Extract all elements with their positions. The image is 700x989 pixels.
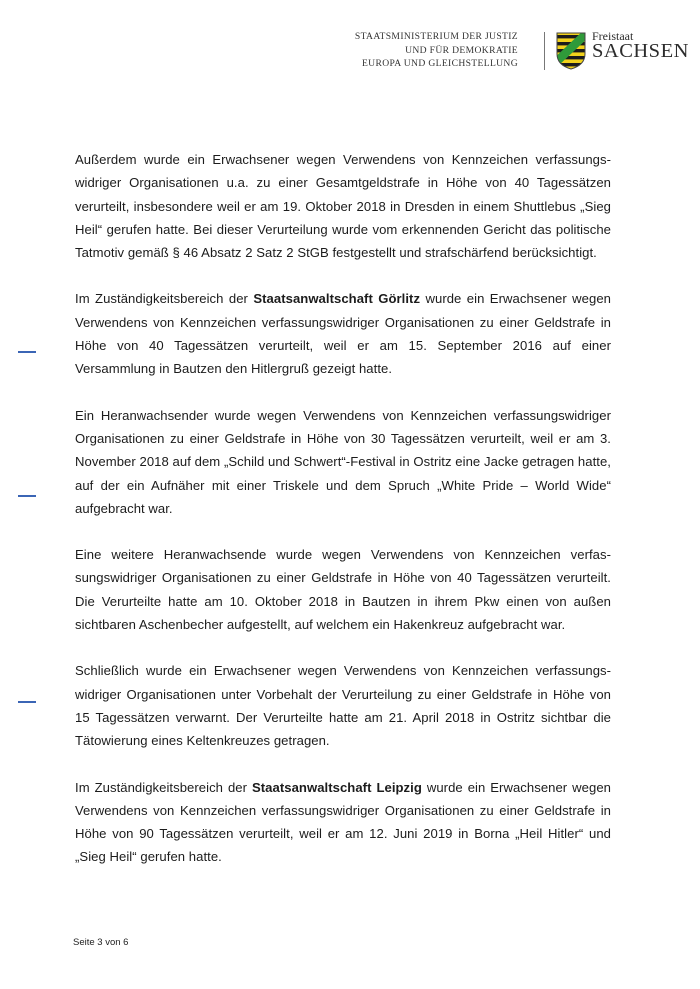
margin-mark [18,495,36,497]
saxony-coat-of-arms-icon [556,32,586,70]
ministry-line-3: EUROPA UND GLEICHSTELLUNG [361,58,518,70]
margin-mark [18,351,36,353]
paragraph-ostritz-festival: Ein Heranwachsender wurde wegen Verwendens von Kennzeichen verfassungswidriger Organisationen zu einer Geldstrafe in Höhe von 30 Tagessätzen verurteilt, weil er am 3. November 2018 auf dem „Schild und Schwert“-Festival in Ostritz eine Jacke getragen hatte, auf der ein Aufnäher mit einer Triskele und dem Spruch „White Pride – World Wide“ aufgebracht war. [75,407,611,516]
document-body [75,148,611,892]
page-number: Seite 3 von 6 [73,937,129,948]
ministry-name [355,30,518,71]
logo-freistaat: Freistaat [592,29,634,43]
ministry-line-1: STAATSMINISTERIUM DER JUSTIZ [354,31,518,42]
paragraph-goerlitz [75,287,611,380]
margin-mark [18,701,36,703]
paragraph-text: wurde ein Erwachsener wegen Verwendens von Kennzeichen verfassungswidriger Organisationen zu einer Geldstrafe in Höhe von 90 Tagessätzen verurteilt, weil er am 12. Juni 2019 in Borna „Heil Hitler“ und „Sieg Heil“ gerufen hatte. [75,779,611,865]
paragraph-text: wurde ein Erwachsener wegen Verwendens von Kennzeichen verfassungswidriger Organisationen zu einer Geldstrafe in Höhe von 40 Tagessätzen verurteilt, weil er am 15. September 2016 auf einer Versammlung in Bautzen den Hitlergruß gezeigt hatte. [75,291,612,377]
paragraph-text: Im Zuständigkeitsbereich der [75,291,254,307]
paragraph-ostritz-tattoo: Schließlich wurde ein Erwachsener wegen Verwendens von Kennzeichen verfassungswidriger Organisationen unter Vorbehalt der Verurteilung zu einer Geldstrafe in Höhe von 15 Tagessätzen verwarnt. Der Verurteilte hatte am 21. April 2018 in Ostritz sichtbar die Tätowierung eines Keltenkreuzes getragen. [75,663,611,749]
paragraph-dresden: Außerdem wurde ein Erwachsener wegen Verwendens von Kennzeichen verfassungswidriger Organisationen u.a. zu einer Gesamtgeldstrafe in Höhe von 40 Tagessätzen verurteilt, insbesondere weil er am 19. Oktober 2018 in Dresden in einem Shuttlebus „Sieg Heil“ gerufen hatte. Bei dieser Verurteilung wurde vom erkennenden Gericht das politische Tatmotiv gemäß § 46 Absatz 2 Satz 2 StGB festgestellt und strafschärfend berücksichtigt. [75,152,611,261]
paragraph-bautzen: Eine weitere Heranwachsende wurde wegen Verwendens von Kennzeichen verfassungswidriger Organisationen zu einer Geldstrafe in Höhe von 40 Tagessätzen verurteilt. Die Verurteilte hatte am 10. Oktober 2018 in Bautzen in ihrem Pkw einen von außen sichtbaren Aschenbecher aufgestellt, auf welchem ein Hakenkreuz aufgebracht war. [75,547,611,633]
ministry-line-2: UND FÜR DEMOKRATIE [405,44,518,56]
letterhead-divider [544,32,545,70]
paragraph-text: Im Zuständigkeitsbereich der [75,779,252,795]
letterhead [300,26,689,76]
prosecutor-office-goerlitz: Staatsanwaltschaft Görlitz [253,291,421,307]
prosecutor-office-leipzig: Staatsanwaltschaft Leipzig [251,779,422,795]
paragraph-leipzig [75,776,611,869]
logo-sachsen: SACHSEN [592,40,689,62]
